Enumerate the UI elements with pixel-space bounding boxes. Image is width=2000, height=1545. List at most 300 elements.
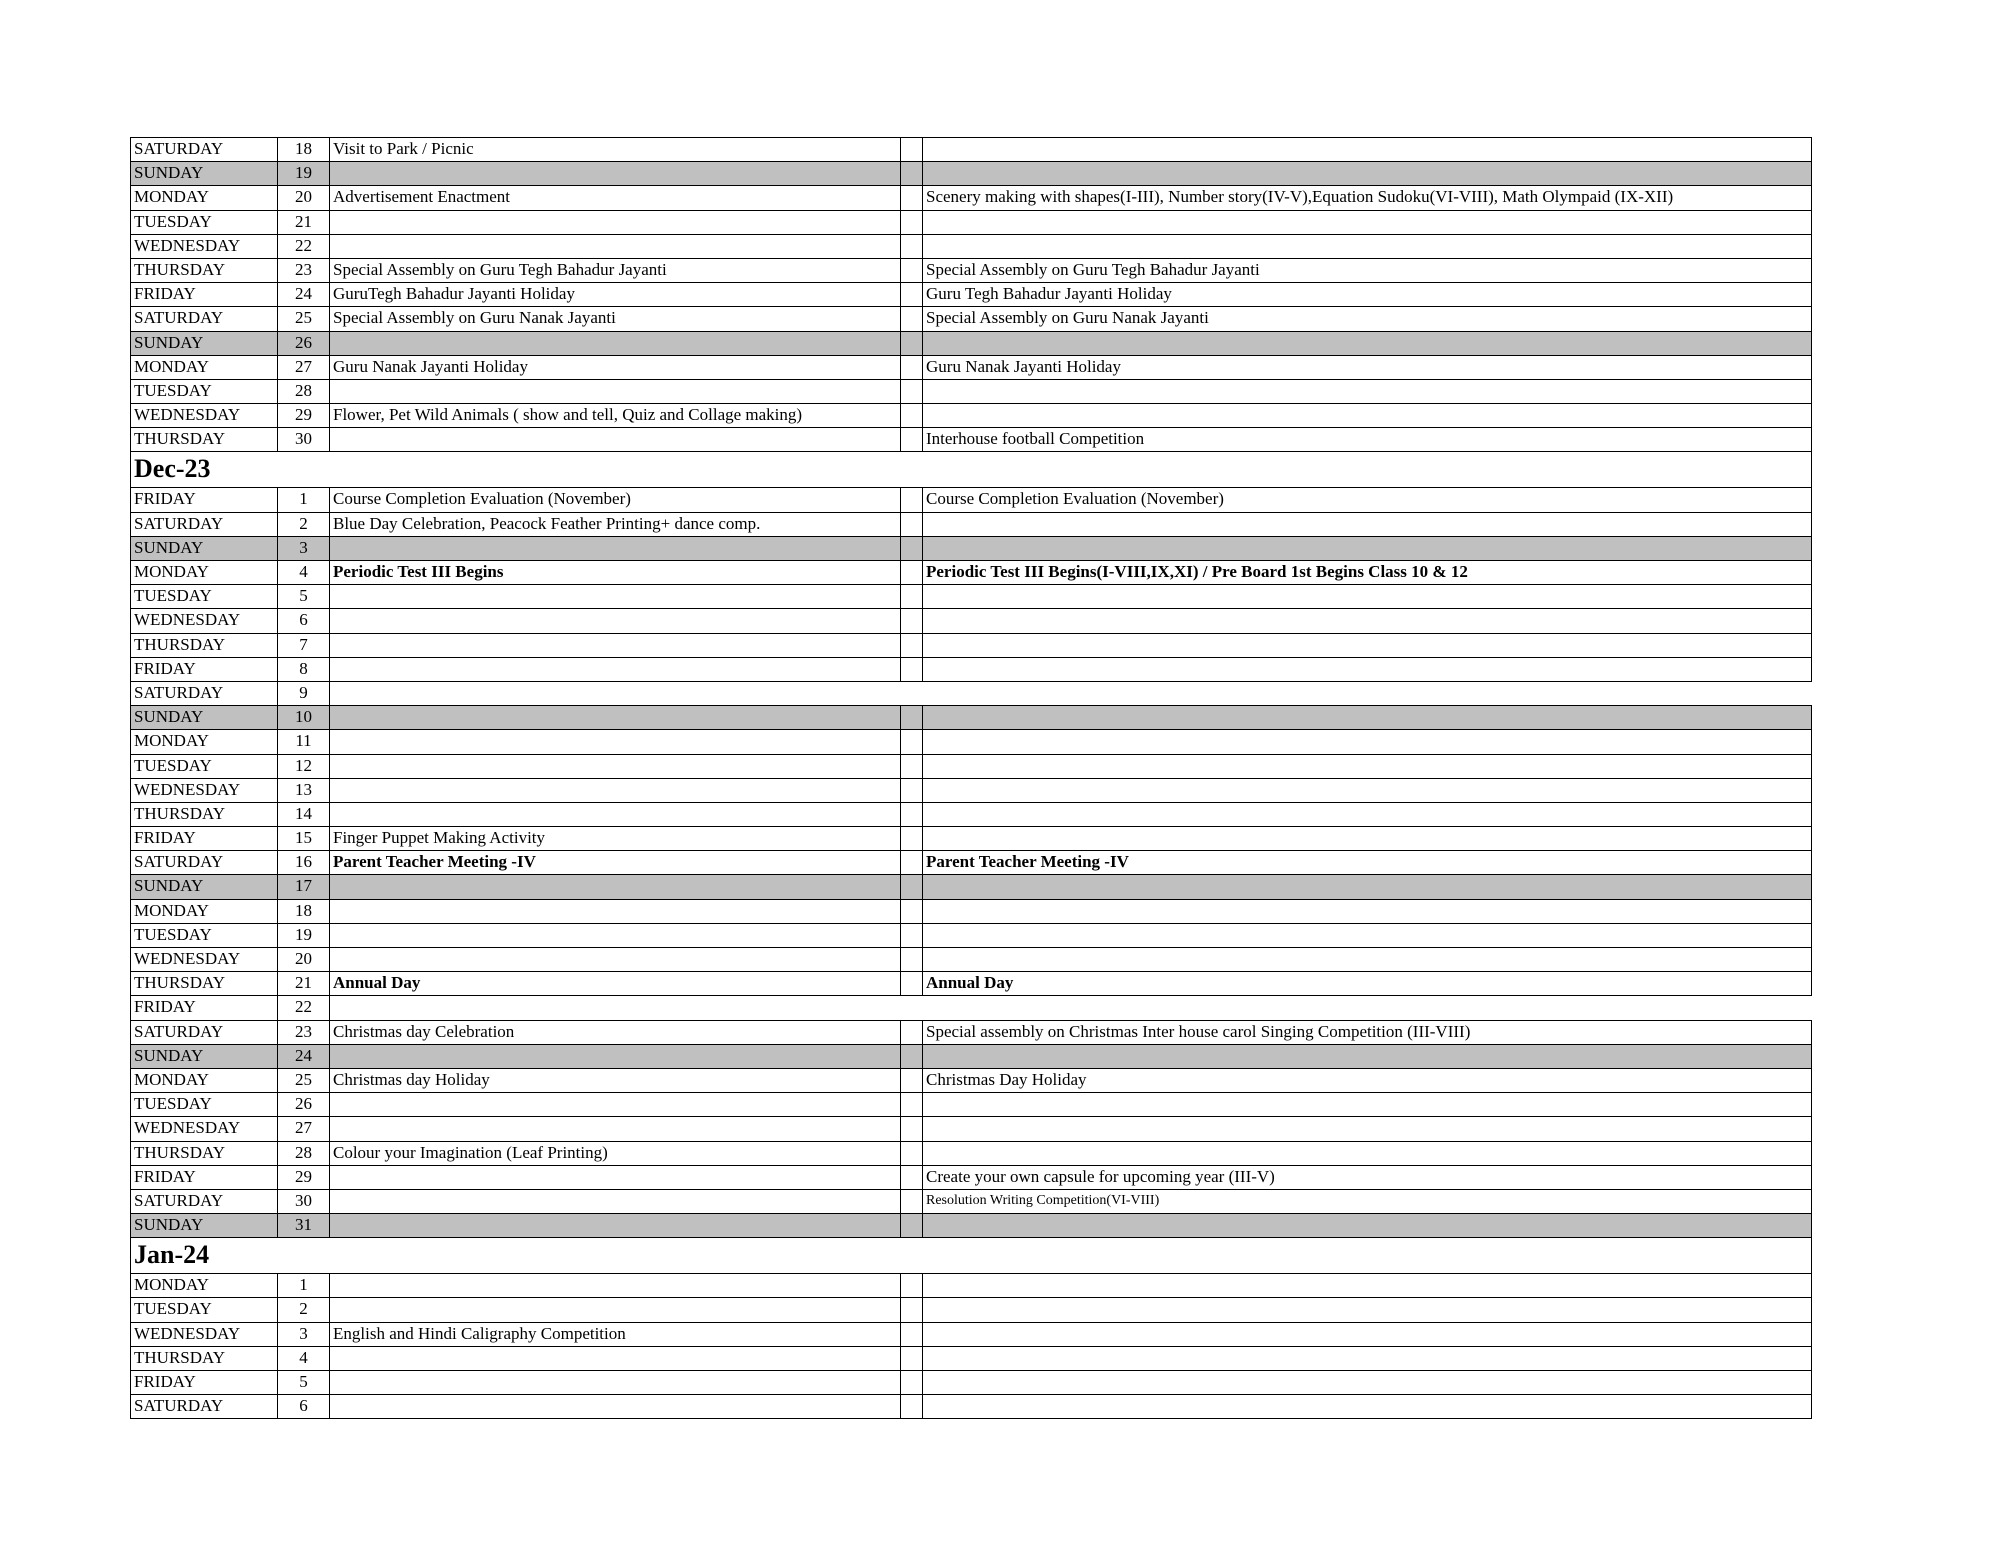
activity-cell — [329, 1092, 901, 1117]
calendar-row-sunday — [130, 162, 1812, 186]
activity-cell — [329, 802, 901, 827]
day-cell: FRIDAY — [130, 826, 278, 851]
calendar-row — [130, 900, 1812, 924]
day-cell: WEDNESDAY — [130, 234, 278, 259]
spacer-cell — [900, 1297, 923, 1322]
activity-cell — [329, 584, 901, 609]
spacer-cell — [900, 560, 923, 585]
spacer-cell — [900, 874, 923, 899]
spacer-cell — [900, 403, 923, 428]
day-cell: SATURDAY — [130, 850, 278, 875]
calendar-row — [130, 851, 1812, 875]
date-cell: 9 — [277, 681, 330, 706]
spacer-cell — [900, 923, 923, 948]
spacer-cell — [900, 512, 923, 537]
calendar-row — [130, 730, 1812, 754]
date-cell: 2 — [277, 512, 330, 537]
date-cell: 16 — [277, 850, 330, 875]
event-cell — [922, 608, 1812, 633]
spacer-cell — [900, 427, 923, 452]
activity-cell: Special Assembly on Guru Tegh Bahadur Jayanti — [329, 258, 901, 283]
date-cell: 23 — [277, 258, 330, 283]
day-cell: SATURDAY — [130, 1394, 278, 1419]
day-cell: TUESDAY — [130, 1092, 278, 1117]
date-cell: 28 — [277, 1141, 330, 1166]
calendar-row — [130, 827, 1812, 851]
event-cell — [922, 826, 1812, 851]
spacer-cell — [900, 1189, 923, 1214]
day-cell: SATURDAY — [130, 306, 278, 331]
spacer-cell — [900, 633, 923, 658]
day-cell: FRIDAY — [130, 282, 278, 307]
day-cell: THURSDAY — [130, 427, 278, 452]
event-cell — [922, 1116, 1812, 1141]
activity-cell — [329, 1370, 901, 1395]
activity-cell — [329, 1213, 901, 1238]
calendar-row — [130, 235, 1812, 259]
activity-cell — [329, 331, 901, 356]
event-cell — [922, 1370, 1812, 1395]
date-cell: 31 — [277, 1213, 330, 1238]
event-cell — [922, 1346, 1812, 1371]
event-cell — [922, 899, 1812, 924]
calendar-row — [130, 259, 1812, 283]
calendar-row — [130, 283, 1812, 307]
day-cell: SATURDAY — [130, 1189, 278, 1214]
day-cell: FRIDAY — [130, 995, 278, 1020]
date-cell: 29 — [277, 403, 330, 428]
calendar-row — [130, 1298, 1812, 1322]
day-cell: SUNDAY — [130, 536, 278, 561]
calendar-row — [130, 924, 1812, 948]
date-cell: 5 — [277, 584, 330, 609]
event-cell: Scenery making with shapes(I-III), Number story(IV-V),Equation Sudoku(VI-VIII), Math Olympaid (IX-XII) — [922, 185, 1812, 210]
activity-cell — [329, 210, 901, 235]
activity-cell: Annual Day — [329, 971, 901, 996]
spacer-cell — [900, 1213, 923, 1238]
activity-cell — [329, 608, 901, 633]
day-cell: WEDNESDAY — [130, 1116, 278, 1141]
event-cell — [922, 379, 1812, 404]
date-cell: 17 — [277, 874, 330, 899]
calendar-row — [130, 1347, 1812, 1371]
event-cell: Guru Nanak Jayanti Holiday — [922, 355, 1812, 380]
day-cell: MONDAY — [130, 355, 278, 380]
calendar-row — [130, 996, 1812, 1020]
calendar-row — [130, 1117, 1812, 1141]
calendar-row — [130, 1395, 1812, 1419]
spacer-cell — [900, 705, 923, 730]
day-cell: THURSDAY — [130, 971, 278, 996]
date-cell: 7 — [277, 633, 330, 658]
activity-cell — [329, 633, 901, 658]
date-cell: 30 — [277, 427, 330, 452]
spacer-cell — [900, 802, 923, 827]
spacer-cell — [900, 1116, 923, 1141]
event-cell: Interhouse football Competition — [922, 427, 1812, 452]
activity-cell — [329, 729, 901, 754]
activity-cell — [329, 536, 901, 561]
day-cell: SATURDAY — [130, 512, 278, 537]
activity-cell — [329, 754, 901, 779]
spacer-cell — [900, 899, 923, 924]
date-cell: 26 — [277, 331, 330, 356]
month-label: Jan-24 — [130, 1237, 1812, 1274]
event-cell: Create your own capsule for upcoming year (III-V) — [922, 1165, 1812, 1190]
day-cell: TUESDAY — [130, 923, 278, 948]
day-cell: FRIDAY — [130, 657, 278, 682]
event-cell: Christmas Day Holiday — [922, 1068, 1812, 1093]
calendar-row — [130, 1190, 1812, 1214]
event-cell: Special Assembly on Guru Tegh Bahadur Jayanti — [922, 258, 1812, 283]
date-cell: 1 — [277, 487, 330, 512]
calendar-row — [130, 803, 1812, 827]
spacer-cell — [900, 826, 923, 851]
event-cell — [922, 584, 1812, 609]
day-cell: TUESDAY — [130, 584, 278, 609]
activity-cell — [329, 778, 901, 803]
calendar-row — [130, 634, 1812, 658]
spacer-cell — [900, 487, 923, 512]
calendar-row-sunday — [130, 537, 1812, 561]
day-cell: SATURDAY — [130, 137, 278, 162]
event-cell — [922, 1273, 1812, 1298]
spacer-cell — [900, 1068, 923, 1093]
event-cell: Special assembly on Christmas Inter house carol Singing Competition (III-VIII) — [922, 1020, 1812, 1045]
activity-cell: Course Completion Evaluation (November) — [329, 487, 901, 512]
spacer-cell — [900, 137, 923, 162]
day-cell: THURSDAY — [130, 802, 278, 827]
calendar-row — [130, 948, 1812, 972]
day-cell: MONDAY — [130, 1273, 278, 1298]
event-cell — [922, 1297, 1812, 1322]
event-cell — [922, 1213, 1812, 1238]
date-cell: 6 — [277, 1394, 330, 1419]
calendar-row — [130, 609, 1812, 633]
event-cell — [922, 137, 1812, 162]
spacer-cell — [900, 995, 923, 1020]
calendar-table — [130, 138, 1812, 1419]
day-cell: SUNDAY — [130, 161, 278, 186]
date-cell: 11 — [277, 729, 330, 754]
date-cell: 21 — [277, 210, 330, 235]
spacer-cell — [900, 306, 923, 331]
spacer-cell — [900, 1370, 923, 1395]
event-cell — [922, 1092, 1812, 1117]
spacer-cell — [900, 234, 923, 259]
event-cell — [922, 947, 1812, 972]
spacer-cell — [900, 608, 923, 633]
date-cell: 6 — [277, 608, 330, 633]
calendar-row — [130, 972, 1812, 996]
date-cell: 18 — [277, 899, 330, 924]
date-cell: 22 — [277, 234, 330, 259]
event-cell — [922, 874, 1812, 899]
event-cell — [922, 681, 1812, 706]
activity-cell: Flower, Pet Wild Animals ( show and tell, Quiz and Collage making) — [329, 403, 901, 428]
activity-cell: Special Assembly on Guru Nanak Jayanti — [329, 306, 901, 331]
activity-cell: Visit to Park / Picnic — [329, 137, 901, 162]
event-cell — [922, 331, 1812, 356]
event-cell — [922, 1322, 1812, 1347]
spacer-cell — [900, 536, 923, 561]
activity-cell — [329, 705, 901, 730]
date-cell: 20 — [277, 947, 330, 972]
calendar-row — [130, 658, 1812, 682]
activity-cell — [329, 995, 901, 1020]
activity-cell — [329, 161, 901, 186]
spacer-cell — [900, 1020, 923, 1045]
date-cell: 1 — [277, 1273, 330, 1298]
activity-cell: Parent Teacher Meeting -IV — [329, 850, 901, 875]
spacer-cell — [900, 1322, 923, 1347]
month-header-row — [130, 1238, 1812, 1274]
spacer-cell — [900, 258, 923, 283]
event-cell — [922, 1394, 1812, 1419]
date-cell: 22 — [277, 995, 330, 1020]
spacer-cell — [900, 1394, 923, 1419]
activity-cell: GuruTegh Bahadur Jayanti Holiday — [329, 282, 901, 307]
event-cell — [922, 923, 1812, 948]
spacer-cell — [900, 850, 923, 875]
spacer-cell — [900, 210, 923, 235]
day-cell: MONDAY — [130, 560, 278, 585]
spacer-cell — [900, 1044, 923, 1069]
day-cell: MONDAY — [130, 1068, 278, 1093]
date-cell: 27 — [277, 355, 330, 380]
event-cell — [922, 705, 1812, 730]
event-cell — [922, 778, 1812, 803]
calendar-row — [130, 682, 1812, 706]
spacer-cell — [900, 681, 923, 706]
event-cell — [922, 210, 1812, 235]
date-cell: 4 — [277, 560, 330, 585]
date-cell: 24 — [277, 282, 330, 307]
day-cell: THURSDAY — [130, 1141, 278, 1166]
day-cell: FRIDAY — [130, 487, 278, 512]
spacer-cell — [900, 657, 923, 682]
day-cell: SATURDAY — [130, 1020, 278, 1045]
date-cell: 13 — [277, 778, 330, 803]
date-cell: 28 — [277, 379, 330, 404]
event-cell: Special Assembly on Guru Nanak Jayanti — [922, 306, 1812, 331]
month-label: Dec-23 — [130, 451, 1812, 488]
spacer-cell — [900, 379, 923, 404]
event-cell: Resolution Writing Competition(VI-VIII) — [922, 1189, 1812, 1214]
event-cell — [922, 633, 1812, 658]
calendar-row — [130, 755, 1812, 779]
date-cell: 20 — [277, 185, 330, 210]
activity-cell — [329, 1116, 901, 1141]
calendar-row — [130, 1323, 1812, 1347]
activity-cell — [329, 1044, 901, 1069]
day-cell: SUNDAY — [130, 1213, 278, 1238]
calendar-row-sunday — [130, 706, 1812, 730]
calendar-row — [130, 307, 1812, 331]
day-cell: TUESDAY — [130, 754, 278, 779]
day-cell: SUNDAY — [130, 1044, 278, 1069]
spacer-cell — [900, 947, 923, 972]
day-cell: FRIDAY — [130, 1370, 278, 1395]
spacer-cell — [900, 729, 923, 754]
day-cell: SUNDAY — [130, 874, 278, 899]
event-cell — [922, 1141, 1812, 1166]
activity-cell: Periodic Test III Begins — [329, 560, 901, 585]
activity-cell: Finger Puppet Making Activity — [329, 826, 901, 851]
date-cell: 18 — [277, 137, 330, 162]
day-cell: THURSDAY — [130, 1346, 278, 1371]
date-cell: 2 — [277, 1297, 330, 1322]
date-cell: 30 — [277, 1189, 330, 1214]
date-cell: 5 — [277, 1370, 330, 1395]
date-cell: 29 — [277, 1165, 330, 1190]
activity-cell: Guru Nanak Jayanti Holiday — [329, 355, 901, 380]
day-cell: WEDNESDAY — [130, 1322, 278, 1347]
date-cell: 24 — [277, 1044, 330, 1069]
date-cell: 8 — [277, 657, 330, 682]
day-cell: FRIDAY — [130, 1165, 278, 1190]
activity-cell — [329, 681, 901, 706]
date-cell: 3 — [277, 536, 330, 561]
event-cell — [922, 161, 1812, 186]
activity-cell — [329, 899, 901, 924]
day-cell: TUESDAY — [130, 210, 278, 235]
spacer-cell — [900, 1141, 923, 1166]
activity-cell — [329, 657, 901, 682]
date-cell: 23 — [277, 1020, 330, 1045]
activity-cell — [329, 1165, 901, 1190]
event-cell — [922, 754, 1812, 779]
calendar-row — [130, 1021, 1812, 1045]
calendar-row — [130, 779, 1812, 803]
event-cell — [922, 536, 1812, 561]
calendar-row — [130, 513, 1812, 537]
calendar-row — [130, 428, 1812, 452]
activity-cell — [329, 874, 901, 899]
day-cell: WEDNESDAY — [130, 403, 278, 428]
spacer-cell — [900, 185, 923, 210]
calendar-row-sunday — [130, 1045, 1812, 1069]
day-cell: MONDAY — [130, 185, 278, 210]
spacer-cell — [900, 1165, 923, 1190]
day-cell: THURSDAY — [130, 633, 278, 658]
event-cell: Guru Tegh Bahadur Jayanti Holiday — [922, 282, 1812, 307]
date-cell: 27 — [277, 1116, 330, 1141]
calendar-row — [130, 380, 1812, 404]
event-cell: Annual Day — [922, 971, 1812, 996]
event-cell: Parent Teacher Meeting -IV — [922, 850, 1812, 875]
activity-cell — [329, 1189, 901, 1214]
calendar-row — [130, 356, 1812, 380]
day-cell: SUNDAY — [130, 705, 278, 730]
day-cell: THURSDAY — [130, 258, 278, 283]
activity-cell — [329, 1346, 901, 1371]
day-cell: MONDAY — [130, 899, 278, 924]
day-cell: WEDNESDAY — [130, 778, 278, 803]
calendar-row — [130, 585, 1812, 609]
activity-cell — [329, 1273, 901, 1298]
spacer-cell — [900, 1346, 923, 1371]
activity-cell: Advertisement Enactment — [329, 185, 901, 210]
spacer-cell — [900, 754, 923, 779]
calendar-row — [130, 1069, 1812, 1093]
calendar-row-sunday — [130, 875, 1812, 899]
spacer-cell — [900, 355, 923, 380]
activity-cell — [329, 947, 901, 972]
event-cell — [922, 729, 1812, 754]
calendar-row — [130, 1142, 1812, 1166]
calendar-row — [130, 404, 1812, 428]
date-cell: 21 — [277, 971, 330, 996]
activity-cell: English and Hindi Caligraphy Competition — [329, 1322, 901, 1347]
activity-cell: Christmas day Holiday — [329, 1068, 901, 1093]
date-cell: 12 — [277, 754, 330, 779]
event-cell — [922, 1044, 1812, 1069]
calendar-row — [130, 1166, 1812, 1190]
calendar-row — [130, 211, 1812, 235]
event-cell — [922, 403, 1812, 428]
activity-cell: Blue Day Celebration, Peacock Feather Printing+ dance comp. — [329, 512, 901, 537]
day-cell: SATURDAY — [130, 681, 278, 706]
date-cell: 3 — [277, 1322, 330, 1347]
calendar-row — [130, 488, 1812, 512]
activity-cell: Christmas day Celebration — [329, 1020, 901, 1045]
date-cell: 14 — [277, 802, 330, 827]
event-cell — [922, 657, 1812, 682]
date-cell: 25 — [277, 1068, 330, 1093]
event-cell: Course Completion Evaluation (November) — [922, 487, 1812, 512]
day-cell: WEDNESDAY — [130, 947, 278, 972]
event-cell — [922, 234, 1812, 259]
day-cell: SUNDAY — [130, 331, 278, 356]
spacer-cell — [900, 282, 923, 307]
date-cell: 19 — [277, 923, 330, 948]
activity-cell — [329, 1394, 901, 1419]
calendar-row — [130, 186, 1812, 210]
calendar-row-sunday — [130, 332, 1812, 356]
date-cell: 26 — [277, 1092, 330, 1117]
day-cell: TUESDAY — [130, 1297, 278, 1322]
calendar-row — [130, 1274, 1812, 1298]
calendar-row — [130, 561, 1812, 585]
date-cell: 15 — [277, 826, 330, 851]
date-cell: 25 — [277, 306, 330, 331]
spacer-cell — [900, 584, 923, 609]
calendar-row — [130, 1093, 1812, 1117]
spacer-cell — [900, 161, 923, 186]
activity-cell — [329, 1297, 901, 1322]
spacer-cell — [900, 331, 923, 356]
activity-cell — [329, 379, 901, 404]
date-cell: 10 — [277, 705, 330, 730]
date-cell: 4 — [277, 1346, 330, 1371]
event-cell — [922, 512, 1812, 537]
month-header-row — [130, 452, 1812, 488]
spacer-cell — [900, 1273, 923, 1298]
event-cell — [922, 995, 1812, 1020]
spacer-cell — [900, 778, 923, 803]
day-cell: WEDNESDAY — [130, 608, 278, 633]
spacer-cell — [900, 1092, 923, 1117]
date-cell: 19 — [277, 161, 330, 186]
activity-cell — [329, 427, 901, 452]
activity-cell — [329, 234, 901, 259]
day-cell: MONDAY — [130, 729, 278, 754]
spacer-cell — [900, 971, 923, 996]
calendar-row — [130, 1371, 1812, 1395]
event-cell: Periodic Test III Begins(I-VIII,IX,XI) / Pre Board 1st Begins Class 10 & 12 — [922, 560, 1812, 585]
calendar-row — [130, 138, 1812, 162]
